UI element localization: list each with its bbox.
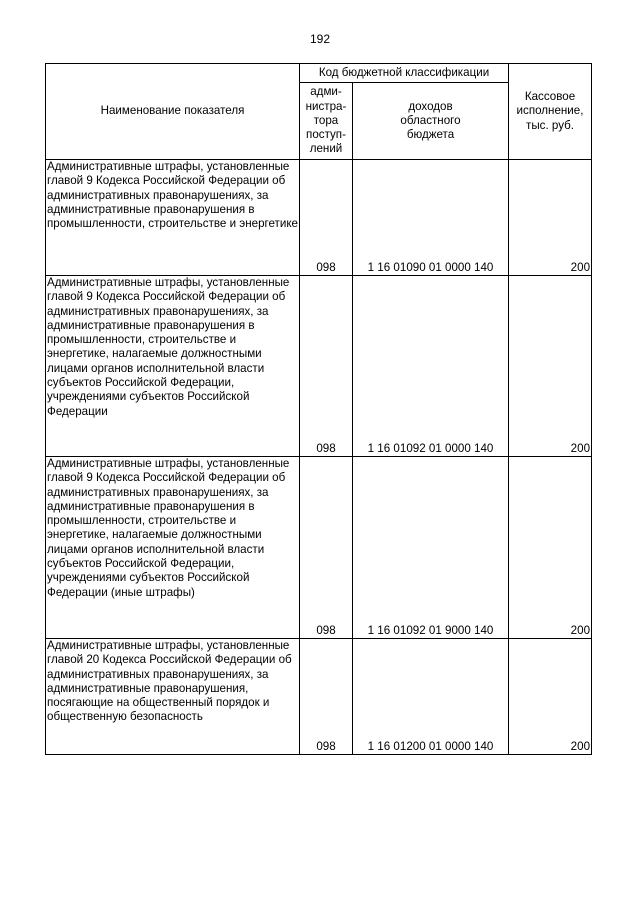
row-name: Административные штрафы, установленные главой 9 Кодекса Российской Федерации об административных правонарушениях, за административные правонарушения в промышленности, строительстве и энергетике, налагаемые должностными лицами органов исполнительной власти субъектов Российской Федерации, учреждениями субъектов Российской Федерации [46,276,300,457]
row-income-code: 1 16 01200 01 0000 140 [353,639,509,755]
header-admin: адми-нистра-тора поступ-лений [300,83,353,160]
header-execution: Кассовое исполнение, тыс. руб. [509,64,592,160]
row-admin-code: 098 [300,457,353,639]
page-number: 192 [309,32,331,46]
row-amount: 200 [509,457,592,639]
row-admin-code: 098 [300,639,353,755]
row-income-code: 1 16 01092 01 0000 140 [353,276,509,457]
table-row [46,160,592,276]
header-name: Наименование показателя [46,64,300,160]
table-row [46,457,592,639]
row-amount: 200 [509,639,592,755]
table-row [46,639,592,755]
header-income: доходов областного бюджета [353,83,509,160]
budget-table [45,63,592,755]
row-name: Административные штрафы, установленные главой 9 Кодекса Российской Федерации об административных правонарушениях, за административные правонарушения в промышленности, строительстве и энергетике, налагаемые должностными лицами органов исполнительной власти субъектов Российской Федерации, учреждениями субъектов Российской Федерации (иные штрафы) [46,457,300,639]
row-amount: 200 [509,276,592,457]
row-admin-code: 098 [300,160,353,276]
row-name: Административные штрафы, установленные главой 20 Кодекса Российской Федерации об административных правонарушениях, за административные правонарушения, посягающие на общественный порядок и общественную безопасность [46,639,300,755]
row-name: Административные штрафы, установленные главой 9 Кодекса Российской Федерации об административных правонарушениях, за административные правонарушения в промышленности, строительстве и энергетике [46,160,300,276]
row-amount: 200 [509,160,592,276]
row-income-code: 1 16 01092 01 9000 140 [353,457,509,639]
row-income-code: 1 16 01090 01 0000 140 [353,160,509,276]
row-admin-code: 098 [300,276,353,457]
header-code-group: Код бюджетной классификации [300,64,509,83]
table-row [46,276,592,457]
